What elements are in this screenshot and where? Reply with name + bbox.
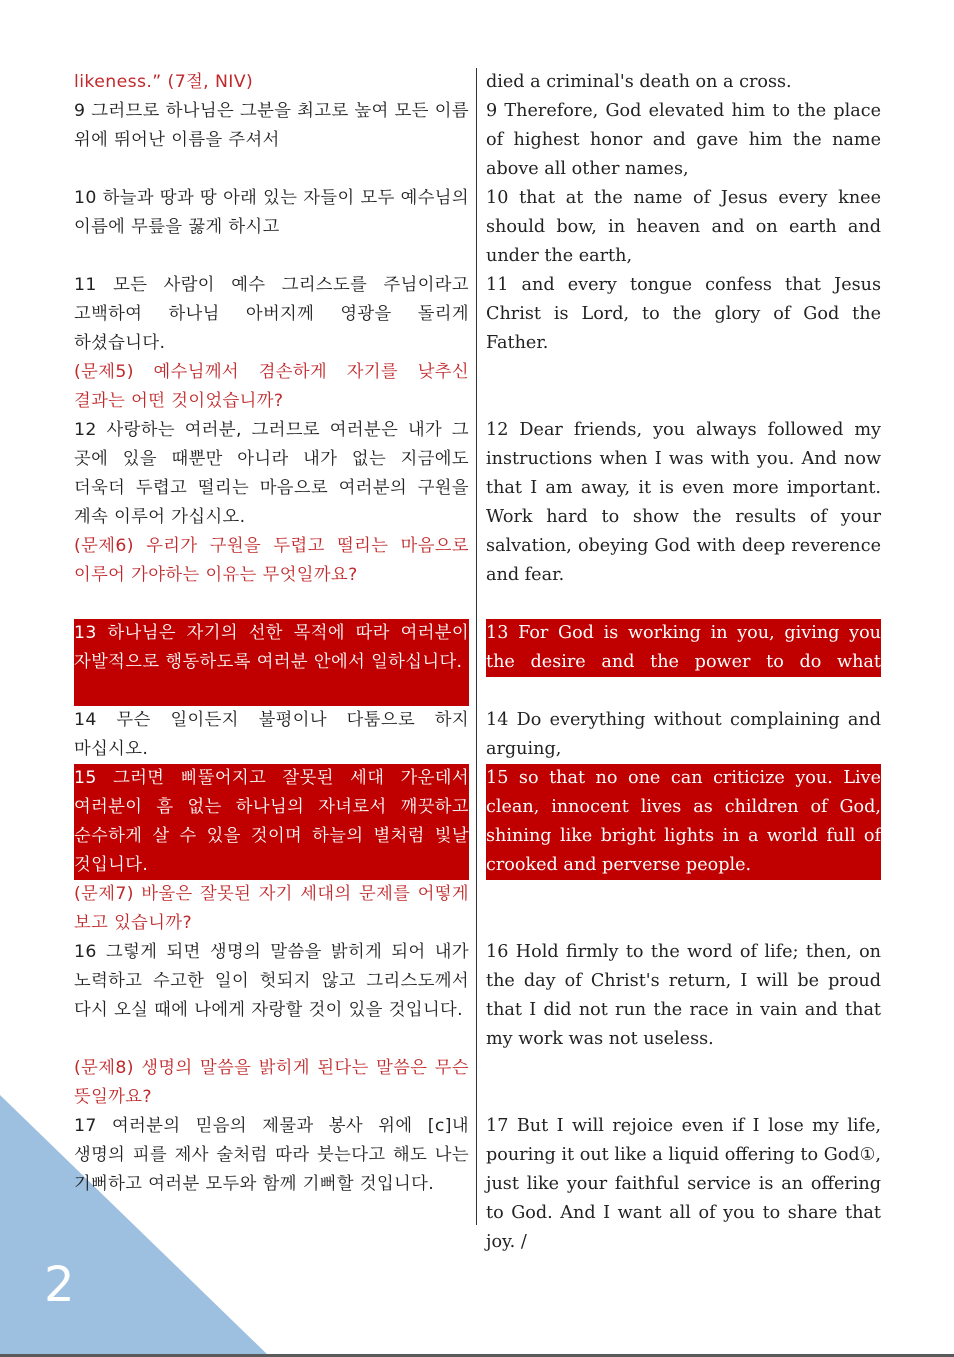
ko-verse-15-highlight: 15 그러면 삐뚤어지고 잘못된 세대 가운데서 여러분이 흠 없는 하나님의 자녀로서 깨끗하고 순수하게 살 수 있을 것이며 하늘의 별처럼 빛날 것입니다.	[74, 764, 469, 880]
question-5: (문제5) 예수님께서 겸손하게 자기를 낮추신 결과는 어떤 것이었습니까?	[74, 362, 469, 411]
en-verse-16: 16 Hold firmly to the word of life; then, on the day of Christ's return, I will be proud that I did not run the race in vain and that my work was not useless.	[486, 942, 881, 1049]
ko-verse-17: 17 여러분의 믿음의 제물과 봉사 위에 [c]내 생명의 피를 제사 술처럼 따라 붓는다고 해도 나는 기뻐하고 여러분 모두와 함께 기뻐할 것입니다.	[74, 1116, 469, 1194]
en-verse-9: 9 Therefore, God elevated him to the place of highest honor and gave him the name above all other names,	[486, 101, 881, 179]
spacer	[486, 590, 881, 619]
ko-verse-11: 11 모든 사람이 예수 그리스도를 주님이라고 고백하여 하나님 아버지께 영광을 돌리게 하셨습니다.	[74, 275, 469, 353]
en-intro-line: died a criminal's death on a cross.	[486, 72, 792, 92]
ko-verse-14: 14 무슨 일이든지 불평이나 다툼으로 하지 마십시오.	[74, 710, 469, 759]
english-column	[486, 68, 881, 1252]
en-verse-17: 17 But I will rejoice even if I lose my life, pouring it out like a liquid offering to God①, just like your faithful service is an offering to God. And I want all of you to share that joy. /	[486, 1116, 881, 1252]
ko-verse-10: 10 하늘과 땅과 땅 아래 있는 자들이 모두 예수님의 이름에 무릎을 꿇게 하시고	[74, 188, 469, 237]
en-verse-12: 12 Dear friends, you always followed my instructions when I was with you. And now that I am away, it is even more important. Work hard to show the results of your salvation, obeying God with deep reverence and fear.	[486, 420, 881, 585]
en-verse-10: 10 that at the name of Jesus every knee should bow, in heaven and on earth and under the earth,	[486, 188, 881, 266]
question-7: (문제7) 바울은 잘못된 자기 세대의 문제를 어떻게 보고 있습니까?	[74, 884, 469, 933]
question-8: (문제8) 생명의 말씀을 밝히게 된다는 말씀은 무슨 뜻일까요?	[74, 1058, 469, 1107]
ko-verse-13-highlight: 13 하나님은 자기의 선한 목적에 따라 여러분이 자발적으로 행동하도록 여러분 안에서 일하십니다.	[74, 619, 469, 706]
page-number: 2	[44, 1257, 75, 1313]
column-divider	[476, 68, 477, 1225]
ko-intro-line: likeness.” (7절, NIV)	[74, 72, 254, 92]
en-verse-15-highlight: 15 so that no one can criticize you. Live clean, innocent lives as children of God, shining like bright lights in a world full of crooked and perverse people.	[486, 764, 881, 880]
spacer	[486, 880, 881, 938]
en-verse-13-highlight: 13 For God is working in you, giving you the desire and the power to do what pleases him.	[486, 619, 881, 677]
question-6: (문제6) 우리가 구원을 두렵고 떨리는 마음으로 이루어 가야하는 이유는 무엇일까요?	[74, 536, 469, 585]
korean-column	[74, 68, 469, 1228]
ko-verse-16: 16 그렇게 되면 생명의 말씀을 밝히게 되어 내가 노력하고 수고한 일이 헛되지 않고 그리스도께서 다시 오실 때에 나에게 자랑할 것이 있을 것입니다.	[74, 942, 469, 1020]
en-verse-14: 14 Do everything without complaining and arguing,	[486, 710, 881, 759]
ko-verse-12: 12 사랑하는 여러분, 그러므로 여러분은 내가 그 곳에 있을 때뿐만 아니라 내가 없는 지금에도 더욱더 두렵고 떨리는 마음으로 여러분의 구원을 계속 이루어 가십시오.	[74, 420, 469, 527]
spacer	[74, 590, 469, 619]
ko-verse-9: 9 그러므로 하나님은 그분을 최고로 높여 모든 이름 위에 뛰어난 이름을 주셔서	[74, 101, 469, 150]
en-verse-11: 11 and every tongue confess that Jesus Christ is Lord, to the glory of God the Father.	[486, 275, 881, 353]
